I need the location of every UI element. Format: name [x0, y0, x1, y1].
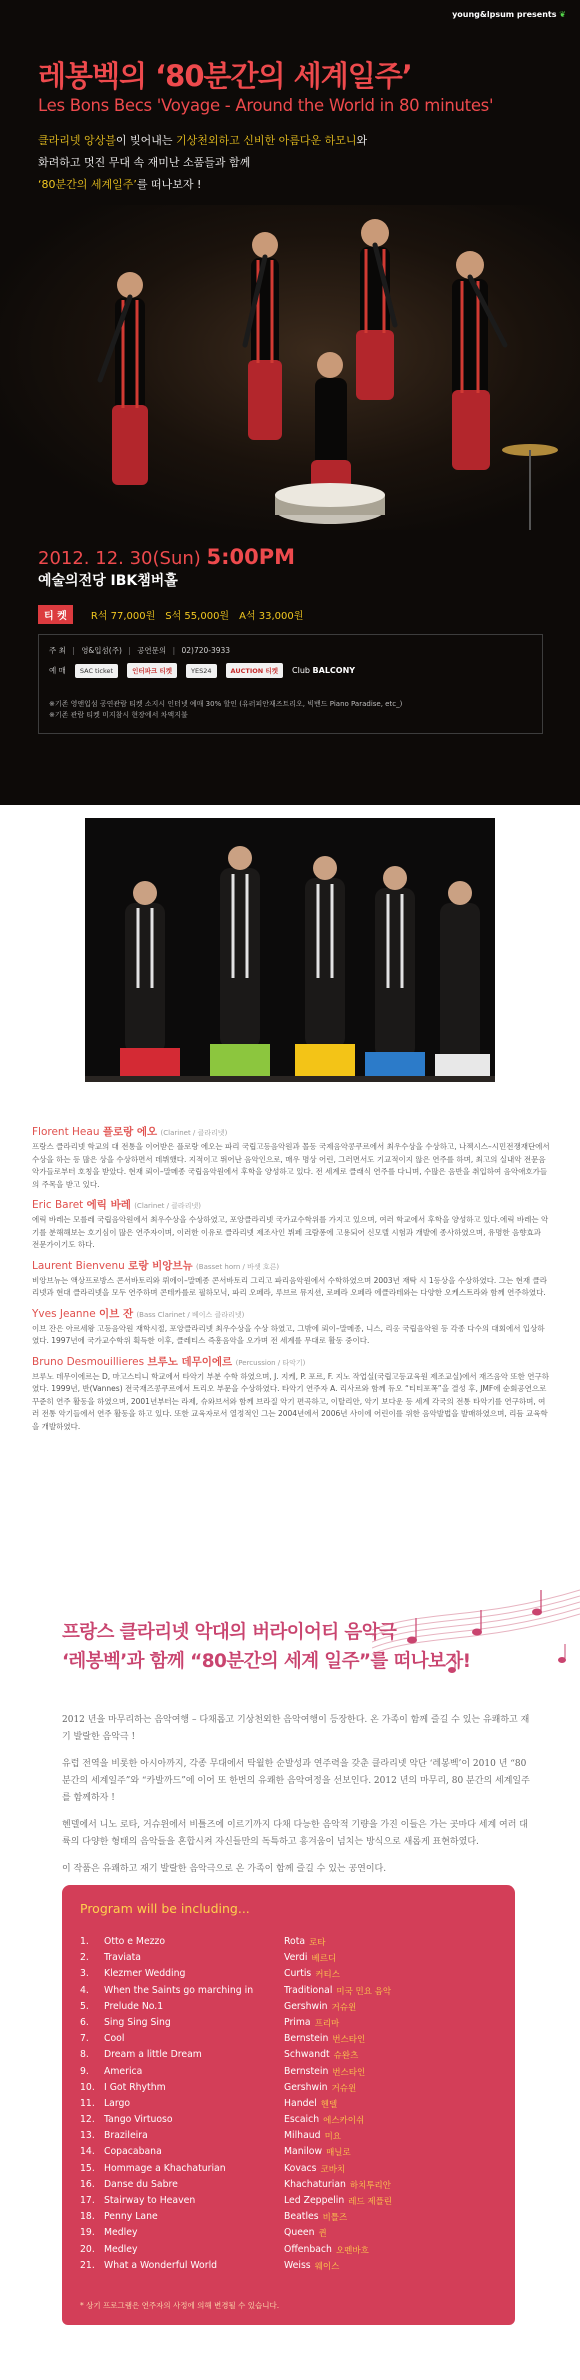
composer-name: Queen — [284, 2227, 315, 2239]
discount-notes — [49, 699, 402, 721]
song-title: Copacabana — [104, 2146, 162, 2158]
song-number: 12. — [80, 2114, 95, 2126]
program-song-item — [80, 2033, 295, 2049]
composer-name-korean: 거슈윈 — [331, 2083, 357, 2094]
composer-name-korean: 웨이스 — [314, 2261, 340, 2272]
program-song-item — [80, 1968, 295, 1984]
bio-heading — [32, 1258, 550, 1273]
performer-instrument: (Basset horn / 바셋 호른) — [196, 1262, 280, 1271]
performer-name-korean: 로랑 비앙브뉴 — [128, 1259, 193, 1272]
date-text: 2012. 12. 30(Sun) — [38, 548, 201, 569]
program-song-item — [80, 2066, 295, 2082]
ticket-badge: 티 켓 — [38, 605, 73, 624]
program-song-item — [80, 1985, 295, 2001]
program-composer-item — [284, 2195, 504, 2211]
composer-name: Escaich — [284, 2114, 320, 2126]
divider: | — [72, 646, 75, 655]
program-song-item — [80, 2146, 295, 2162]
song-title: Danse du Sabre — [104, 2178, 178, 2190]
composer-name: Curtis — [284, 1968, 312, 1980]
program-headline — [62, 1618, 470, 1676]
song-title: Dream a little Dream — [104, 2049, 202, 2061]
program-composers-column — [284, 1936, 504, 2276]
song-number: 8. — [80, 2049, 89, 2061]
program-list-box — [62, 1885, 515, 2325]
performer-name-latin: Yves Jeanne — [32, 1307, 96, 1320]
composer-name: Weiss — [284, 2259, 311, 2271]
song-number: 13. — [80, 2130, 95, 2142]
presenter-logo — [452, 10, 566, 19]
program-composer-item — [284, 2130, 504, 2146]
headline-line: ‘레봉벡’과 함께 “80분간의 세계 일주”를 떠나보자! — [62, 1651, 471, 1672]
intro-text: 화려하고 멋진 무대 속 재미난 소품들과 함께 — [38, 156, 251, 169]
composer-name: Milhaud — [284, 2130, 321, 2142]
song-title: Penny Lane — [104, 2211, 158, 2223]
program-composer-item — [284, 2001, 504, 2017]
program-composer-item — [284, 2146, 504, 2162]
composer-name: Kovacs — [284, 2162, 317, 2174]
performer-name-korean: 에릭 바레 — [86, 1199, 131, 1211]
bio-text: 에릭 바레는 모를레 국립음악원에서 최우수상을 수상하였고, 포앙클라리넷 국가교수학위를 가지고 있으며, 여러 학교에서 후학을 양성하고 있다.에릭 바레는 악기를 분해해보는 호기심이 많은 연주자이며, 이러한 이유로 클라리넷 제조사인 뷔페 크람퐁에 고용되어 신모델 시험과 개발에 종사하였으며, 유명한 음향효과 전문가이기도 하다. — [32, 1215, 549, 1249]
essay-paragraph: 헨델에서 니노 로타, 거슈윈에서 비틀즈에 이르기까지 다채 다능한 음악적 기량을 가진 이들은 가는 곳마다 세계 여러 대륙의 다양한 형태의 음악들을 혼합시켜 자신들만의 독특하고 흥겨움이 넘치는 방식으로 새롭게 표현하였다. — [62, 1820, 528, 1847]
performer-instrument: (Clarinet / 클라리넷) — [160, 1129, 228, 1137]
program-composer-item — [284, 1985, 504, 2001]
poster-title-korean: 레봉벡의 ‘80분간의 세계일주’ — [38, 59, 412, 93]
program-essay — [62, 1712, 532, 1888]
bio-heading — [32, 1197, 550, 1212]
song-number: 10. — [80, 2081, 95, 2093]
composer-name: Offenbach — [284, 2243, 332, 2255]
performer-name-korean: 이브 잔 — [99, 1307, 134, 1320]
song-number: 19. — [80, 2227, 95, 2239]
song-title: Prelude No.1 — [104, 2000, 164, 2012]
program-song-item — [80, 2163, 295, 2179]
composer-name: Beatles — [284, 2211, 319, 2223]
seat-price-s: S석 55,000원 — [165, 611, 230, 622]
program-song-item — [80, 2130, 295, 2146]
song-number: 2. — [80, 1952, 89, 1964]
song-title: Sing Sing Sing — [104, 2016, 171, 2028]
program-composer-item — [284, 2163, 504, 2179]
composer-name-korean: 슈완츠 — [333, 2051, 359, 2062]
composer-name-korean: 헨델 — [320, 2099, 338, 2110]
composer-name: Led Zeppelin — [284, 2195, 345, 2206]
bio-item — [32, 1197, 550, 1252]
bio-text: 브루노 데무이에르는 D, 마고스티니 학교에서 타악기 부분 수학 하였으며, J. 지케, P. 포르, F. 지노 작업실(국립고등교육원 제조교실)에서 재즈음악 또한 연구하였다. 1999년, 반(Vannes) 전국재즈콩쿠르에서 트리오 부문을 수상하였다. 타악기 연주자 A. 리사르와 함께 듀오 “티티포폭”을 결성 후, JMF에 순회공연으로 꾸준히 연주 활동을 하였으며, 2001년부터는 라제, 슈와브서와 함께 브라질 악기 편곡하고, 이탈리안, 악기 보다운 등 세계 각국의 전통 타악기를 연구하며, 여러 전통 악기들에서 연주 활동을 하고 있다. 또한 교육자로서 열정적인 그는 2004년에서 2006년 사이에 어린이를 위한 음악발법을 발매하였으며, 리듬 교육학을 개발하였다. — [32, 1371, 549, 1431]
program-song-item — [80, 2227, 295, 2243]
composer-name-korean: 미요 — [324, 2132, 342, 2143]
time-text: 5:00PM — [206, 545, 296, 569]
song-title: America — [104, 2065, 143, 2077]
program-song-item — [80, 2244, 295, 2260]
composer-name: Bernstein — [284, 2065, 329, 2077]
composer-name-korean: 프리마 — [314, 2018, 340, 2029]
program-song-item — [80, 2098, 295, 2114]
program-song-item — [80, 2260, 295, 2276]
performers-photo — [30, 808, 550, 1123]
program-song-item — [80, 2017, 295, 2033]
composer-name: Verdi — [284, 1952, 308, 1964]
program-composer-item — [284, 1936, 504, 1952]
song-title: Largo — [104, 2097, 131, 2109]
headline-line: 프랑스 클라리넷 악대의 버라이어티 음악극 — [62, 1622, 397, 1643]
performer-name-korean: 브루노 데무이에르 — [147, 1355, 233, 1368]
note-line: ※기존 영앤입섬 공연관람 티켓 소지시 인터넷 예매 30% 할인 (유러피안재즈트리오, 빅밴드 Piano Paradise, etc_) — [49, 700, 403, 708]
divider: | — [128, 646, 131, 655]
program-song-item — [80, 1952, 295, 1968]
composer-name-korean: 레드 제플린 — [348, 2197, 393, 2207]
program-composer-item — [284, 2244, 504, 2260]
performer-name-korean: 플로랑 에오 — [102, 1126, 158, 1138]
program-song-item — [80, 2001, 295, 2017]
song-number: 11. — [80, 2097, 95, 2109]
program-song-item — [80, 2114, 295, 2130]
program-composer-item — [284, 2227, 504, 2243]
bio-item — [32, 1306, 550, 1348]
program-composer-item — [284, 2179, 504, 2195]
composer-name: Khachaturian — [284, 2178, 346, 2190]
song-title: Otto e Mezzo — [104, 1936, 166, 1947]
composer-name: Rota — [284, 1936, 306, 1947]
performer-instrument: (Clarinet / 클라리넷) — [134, 1202, 201, 1210]
program-song-item — [80, 2082, 295, 2098]
song-title: When the Saints go marching in — [104, 1984, 254, 1996]
song-number: 20. — [80, 2243, 95, 2255]
composer-name: Gershwin — [284, 2081, 328, 2093]
program-composer-item — [284, 2098, 504, 2114]
performance-date — [38, 545, 295, 569]
sac-ticket-logo[interactable]: SAC ticket — [75, 664, 118, 678]
program-song-item — [80, 2195, 295, 2211]
organizer-row — [49, 645, 230, 656]
performer-name-latin: Laurent Bienvenu — [32, 1259, 125, 1272]
bio-item — [32, 1124, 550, 1191]
program-song-item — [80, 2179, 295, 2195]
organizer-label: 주 최 — [49, 646, 66, 655]
composer-name-korean: 매닐로 — [326, 2148, 351, 2159]
leaf-icon: ❦ — [559, 10, 566, 19]
inquiry-label: 공연문의 — [137, 646, 167, 655]
composer-name: Bernstein — [284, 2033, 329, 2045]
composer-name-korean: 에스카이쉬 — [323, 2116, 365, 2127]
auction-logo[interactable] — [226, 663, 284, 678]
program-composer-item — [284, 1952, 504, 1968]
composer-name: Schwandt — [284, 2049, 330, 2061]
program-note: * 상기 프로그램은 연주자의 사정에 의해 변경될 수 있습니다. — [80, 2301, 280, 2310]
intro-text: 이 빚어내는 — [115, 134, 177, 147]
program-composer-item — [284, 2017, 504, 2033]
ensemble-photo — [0, 205, 580, 530]
program-songs-column — [80, 1936, 295, 2276]
composer-name-korean: 미국 민요 음악 — [336, 1986, 392, 1997]
club-name: BALCONY — [312, 666, 356, 675]
program-composer-item — [284, 2082, 504, 2098]
bio-heading — [32, 1306, 550, 1321]
interpark-logo[interactable]: 인터파크 티켓 — [127, 663, 177, 678]
club-balcony-logo[interactable] — [292, 666, 355, 675]
song-title: Traviata — [104, 1952, 141, 1964]
composer-name: Manilow — [284, 2146, 323, 2158]
note-line: ※기존 관람 티켓 미지참시 현장에서 차액지불 — [49, 711, 188, 719]
song-number: 16. — [80, 2178, 95, 2190]
program-composer-item — [284, 1968, 504, 1984]
program-composer-item — [284, 2114, 504, 2130]
composer-name: Prima — [284, 2016, 311, 2028]
song-number: 6. — [80, 2016, 89, 2028]
composer-name-korean: 번스타인 — [332, 2035, 366, 2046]
song-number: 18. — [80, 2211, 95, 2223]
program-composer-item — [284, 2211, 504, 2227]
performer-name-latin: Florent Heau — [32, 1126, 100, 1138]
club-prefix: Club — [292, 666, 310, 675]
inquiry-phone[interactable]: 02)720-3933 — [181, 646, 231, 655]
composer-name-korean: 오펜바흐 — [335, 2245, 369, 2256]
bio-text: 비앙브뉴는 액상프로방스 콘서바토리와 뤼에이–말메종 콘서바토리 그리고 파리음악원에서 수학하였으며 2003년 재탁 시 1등상을 수상하였다. 그는 현재 클라리넷과 현대 클라리넷을 모두 연주하며 콘테카를로 필하모닉, 파리 오페라, 루브르 뮤지션, 로페라 오페라 에클라테와는 다양한 오케스트라와 함께 연주하였다. — [32, 1275, 547, 1297]
song-number: 9. — [80, 2065, 89, 2077]
ticket-prices — [38, 605, 303, 624]
intro-text: 와 — [356, 134, 368, 147]
song-title: Brazileira — [104, 2130, 148, 2142]
song-number: 14. — [80, 2146, 95, 2158]
song-title: Medley — [104, 2227, 138, 2239]
performer-instrument: (Percussion / 타악기) — [235, 1358, 306, 1367]
song-title: Tango Virtuoso — [104, 2114, 173, 2126]
program-composer-item — [284, 2260, 504, 2276]
performer-name-latin: Eric Baret — [32, 1199, 84, 1211]
performer-bios — [32, 1124, 550, 1439]
yes24-logo[interactable]: YES24 — [186, 664, 216, 678]
composer-name-korean: 커티스 — [315, 1970, 340, 1981]
bio-heading — [32, 1124, 550, 1139]
song-title: What a Wonderful World — [104, 2259, 218, 2271]
performer-name-latin: Bruno Desmouillieres — [32, 1355, 145, 1368]
song-number: 21. — [80, 2259, 95, 2271]
song-title: Medley — [104, 2243, 138, 2255]
song-title: I Got Rhythm — [104, 2081, 166, 2093]
composer-name-korean: 하치투리안 — [349, 2180, 391, 2191]
performer-instrument: (Bass Clarinet / 베이스 클라리넷) — [136, 1310, 245, 1319]
composer-name-korean: 로타 — [309, 1938, 326, 1948]
intro-text: 를 떠나보자 ! — [136, 178, 202, 191]
song-title: Stairway to Heaven — [104, 2195, 196, 2206]
program-song-item — [80, 1936, 295, 1952]
bio-item — [32, 1354, 550, 1434]
song-title: Klezmer Wedding — [104, 1968, 186, 1980]
bio-heading — [32, 1354, 550, 1369]
song-number: 3. — [80, 1968, 89, 1980]
presenter-name: young&lpsum presents — [452, 10, 557, 19]
song-number: 1. — [80, 1936, 89, 1947]
poster-title-french: Les Bons Becs 'Voyage - Around the World in 80 minutes' — [38, 96, 494, 115]
auction-suffix: 티켓 — [265, 667, 279, 675]
seat-price-a: A석 33,000원 — [239, 611, 304, 622]
concert-poster — [0, 0, 580, 805]
poster-intro — [38, 130, 418, 196]
program-title: Program will be including... — [80, 1901, 250, 1916]
song-number: 5. — [80, 2000, 89, 2012]
song-number: 15. — [80, 2162, 95, 2174]
song-title: Hommage a Khachaturian — [104, 2162, 226, 2174]
intro-highlight: 클라리넷 앙상블 — [38, 134, 116, 147]
essay-paragraph: 2012 년을 마무리하는 음악여행 – 다채롭고 기상천외한 음악여행이 등장한다. 온 가족이 함께 즐길 수 있는 유쾌하고 재기 발랄한 음악극 ! — [62, 1715, 530, 1742]
composer-name-korean: 베르디 — [311, 1954, 337, 1965]
song-number: 7. — [80, 2033, 89, 2045]
program-composer-item — [284, 2066, 504, 2082]
ticket-label: 예 매 — [49, 666, 66, 675]
organizer-name: 영&입섬(주) — [81, 646, 122, 655]
intro-highlight: ‘80분간의 세계일주’ — [38, 178, 137, 191]
composer-name-korean: 퀸 — [318, 2229, 327, 2240]
composer-name: Handel — [284, 2097, 317, 2109]
program-composer-item — [284, 2033, 504, 2049]
program-song-item — [80, 2211, 295, 2227]
essay-paragraph: 이 작품은 유쾌하고 재기 발랄한 음악극으로 온 가족이 함께 즐길 수 있는 공연이다. — [62, 1864, 387, 1874]
essay-paragraph: 유럽 전역을 비롯한 아시아까지, 각종 무대에서 탁월한 순발성과 연주력을 갖춘 클라리넷 악단 ‘레봉벡’이 2010 년 “80 분간의 세계일주”와 “카발까드”에 이어 또 한번의 유쾌한 음악여정을 선보인다. 2012 년의 마무리, 80 분간의 세계일주를 함께하자 ! — [62, 1759, 530, 1803]
composer-name-korean: 거슈윈 — [331, 2002, 357, 2013]
composer-name: Gershwin — [284, 2000, 328, 2012]
program-composer-item — [284, 2049, 504, 2065]
bio-text: 이브 잔은 아르세왕 고등음악원 재학시절, 포앙클라리넷 최우수상을 수상 하였고, 그밖에 뢰이–말메종, 니스, 리옹 국립음악원 등 각종 다수의 대회에서 입상하였다. 1997년에 국가교수학위 획득한 이후, 클레티스 즉흥음악을 오가며 전 세계를 무대로 활동 중이다. — [32, 1323, 545, 1345]
seat-price-r: R석 77,000원 — [90, 611, 156, 622]
composer-name-korean: 코바치 — [320, 2164, 346, 2175]
song-number: 4. — [80, 1984, 89, 1996]
organizer-box — [38, 634, 543, 734]
venue-name: 예술의전당 IBK챔버홀 — [38, 573, 178, 589]
song-title: Cool — [104, 2033, 125, 2045]
composer-name-korean: 비틀즈 — [322, 2213, 348, 2224]
song-number: 17. — [80, 2195, 95, 2206]
ticket-vendors — [49, 663, 355, 678]
intro-highlight: 기상천외하고 신비한 아름다운 하모니 — [176, 134, 357, 147]
bio-text: 프랑스 클라리넷 학교의 대 전통을 이어받은 플로랑 에오는 파리 국립고등음악원과 몰동 국제음악콩쿠르에서 최우수상을 수상하고, 나젝시스–시민전쟁재단에서 수상을 하는 등 많은 상을 수상하면서 데뷔했다. 지적이고 뛰어난 음악인으로, 매우 명상 어린, 그러면서도 기교적이지 않은 연주를 하며, 최고의 실내악 전문음악가들로부터 호칭을 받았다. 현재 뢰이–말메종 국립음악원에서 후학을 양성하고 있다. 전 세계로 클래식 연주를 다니며, 수많은 음반을 취입하여 음악애호가들의 주목을 받고 있다. — [32, 1142, 550, 1189]
composer-name-korean: 번스타인 — [332, 2067, 366, 2078]
program-song-item — [80, 2049, 295, 2065]
composer-name: Traditional — [284, 1984, 333, 1996]
auction-name: AUCTION — [230, 667, 264, 675]
bio-item — [32, 1258, 550, 1300]
divider: | — [172, 646, 176, 655]
